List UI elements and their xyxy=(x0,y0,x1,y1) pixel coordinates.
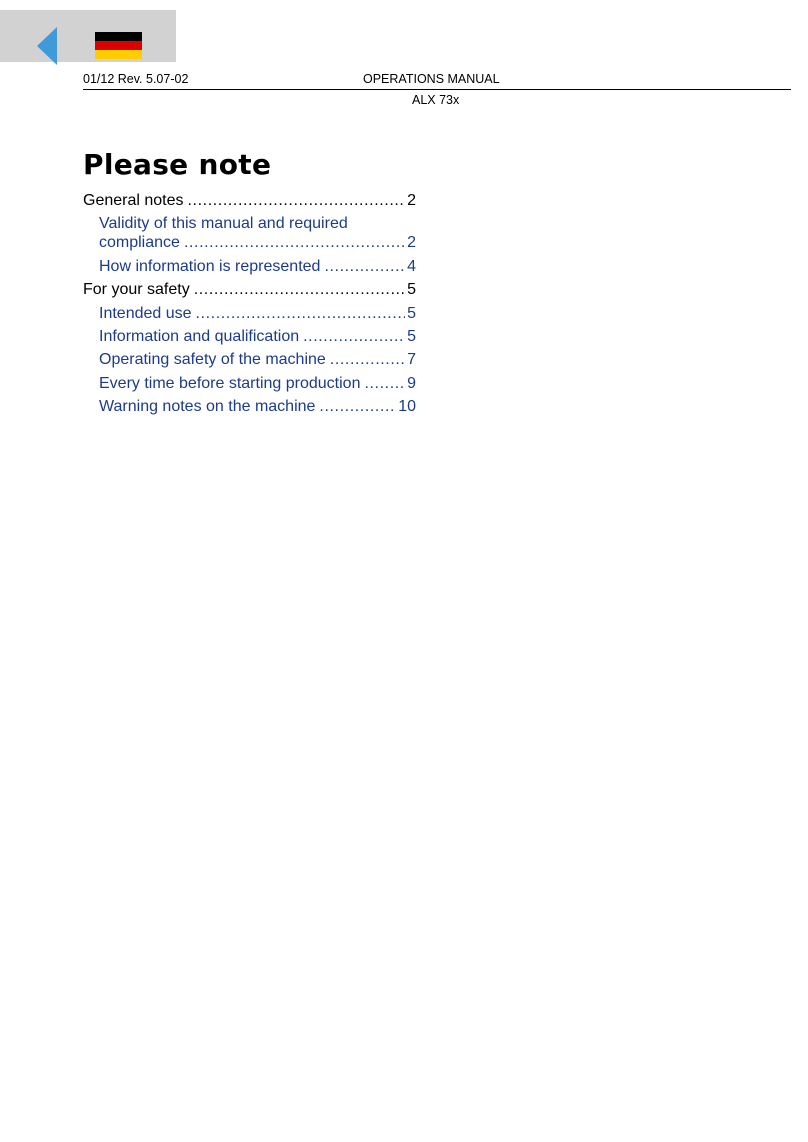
germany-flag-icon[interactable] xyxy=(95,32,142,59)
toc-item-label: Validity of this manual and required xyxy=(99,215,348,233)
toc-item-validity-line1[interactable] xyxy=(83,213,416,232)
manual-type-label: OPERATIONS MANUAL xyxy=(363,72,500,86)
toc-item-page: 10 xyxy=(398,398,416,416)
toc-item-for-your-safety[interactable] xyxy=(83,279,416,302)
table-of-contents xyxy=(83,190,416,420)
toc-item-label: General notes xyxy=(83,192,184,209)
toc-leader-dots xyxy=(303,326,405,348)
toc-leader-dots xyxy=(194,279,405,301)
toc-leader-dots xyxy=(324,256,405,278)
toc-item-information-represented[interactable] xyxy=(83,256,416,279)
toc-item-page: 4 xyxy=(407,257,416,275)
toc-item-every-time-before-production[interactable] xyxy=(83,373,416,396)
toc-item-general-notes[interactable] xyxy=(83,190,416,213)
revision-label: 01/12 Rev. 5.07-02 xyxy=(83,72,189,86)
toc-item-page: 9 xyxy=(407,374,416,392)
page-title: Please note xyxy=(83,148,272,181)
toc-item-page: 2 xyxy=(407,234,416,252)
toc-item-page: 5 xyxy=(407,281,416,299)
toc-item-information-qualification[interactable] xyxy=(83,326,416,349)
toc-item-page: 7 xyxy=(407,351,416,369)
toc-leader-dots xyxy=(188,190,406,212)
toc-item-label: How information is represented xyxy=(99,257,321,275)
toc-item-page: 5 xyxy=(407,327,416,345)
toc-item-validity[interactable] xyxy=(83,232,416,255)
toc-item-label: Operating safety of the machine xyxy=(99,351,326,369)
toc-leader-dots xyxy=(330,349,405,371)
toc-leader-dots xyxy=(319,396,396,418)
toc-item-label: Information and qualification xyxy=(99,327,300,345)
toc-item-label: Intended use xyxy=(99,304,192,322)
toc-item-page: 2 xyxy=(407,192,416,209)
toc-item-label: Warning notes on the machine xyxy=(99,398,316,416)
header-divider xyxy=(83,89,791,90)
triangle-left-icon[interactable] xyxy=(37,27,57,65)
toc-item-page: 5 xyxy=(407,304,416,322)
toc-item-label: Every time before starting production xyxy=(99,374,361,392)
model-label: ALX 73x xyxy=(412,93,460,107)
toc-leader-dots xyxy=(184,232,405,254)
toc-item-warning-notes[interactable] xyxy=(83,396,416,419)
toc-item-label: For your safety xyxy=(83,281,190,299)
toc-item-operating-safety[interactable] xyxy=(83,349,416,372)
toc-item-label: compliance xyxy=(99,234,180,252)
toc-leader-dots xyxy=(196,303,406,325)
toc-leader-dots xyxy=(364,373,405,395)
toc-item-intended-use[interactable] xyxy=(83,303,416,326)
navigation-bar xyxy=(0,10,176,62)
